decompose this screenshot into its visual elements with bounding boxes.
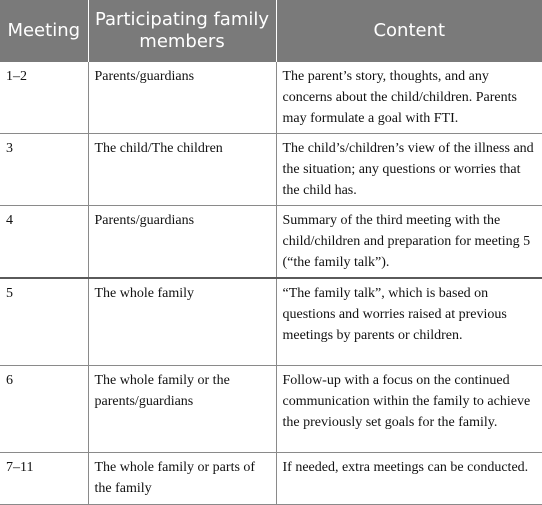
header-meeting: Meeting: [7, 20, 81, 41]
cell-meeting: 3: [0, 134, 88, 206]
cell-meeting: 5: [0, 278, 88, 365]
cell-members: The child/The children: [88, 134, 276, 206]
table-row: [0, 452, 542, 504]
cell-members: The whole family or parts of the family: [88, 452, 276, 504]
cell-meeting: 6: [0, 365, 88, 452]
cell-content: Summary of the third meeting with the child/children and preparation for meeting 5 (“the family talk”).: [276, 206, 542, 279]
cell-meeting: 1–2: [0, 62, 88, 134]
table-header: [0, 0, 542, 62]
cell-content: Follow-up with a focus on the continued communication within the family to achieve the previously set goals for the family.: [276, 365, 542, 452]
table-row: [0, 134, 542, 206]
cell-members: The whole family: [88, 278, 276, 365]
table-body: [0, 62, 542, 504]
cell-meeting: 7–11: [0, 452, 88, 504]
cell-content: “The family talk”, which is based on questions and worries raised at previous meetings by parents or children.: [276, 278, 542, 365]
cell-content: The parent’s story, thoughts, and any concerns about the child/children. Parents may formulate a goal with FTI.: [276, 62, 542, 134]
table-row: [0, 278, 542, 365]
cell-meeting: 4: [0, 206, 88, 279]
header-row: [0, 0, 542, 62]
header-members: Participating family members: [88, 0, 276, 62]
cell-members: The whole family or the parents/guardians: [88, 365, 276, 452]
cell-members: Parents/guardians: [88, 206, 276, 279]
cell-content: If needed, extra meetings can be conducted.: [276, 452, 542, 504]
table-row: [0, 365, 542, 452]
table-row: [0, 62, 542, 134]
table-row: [0, 206, 542, 279]
cell-content: The child’s/children’s view of the illness and the situation; any questions or worries that the child has.: [276, 134, 542, 206]
header-content: Content: [276, 0, 542, 62]
cell-members: Parents/guardians: [88, 62, 276, 134]
